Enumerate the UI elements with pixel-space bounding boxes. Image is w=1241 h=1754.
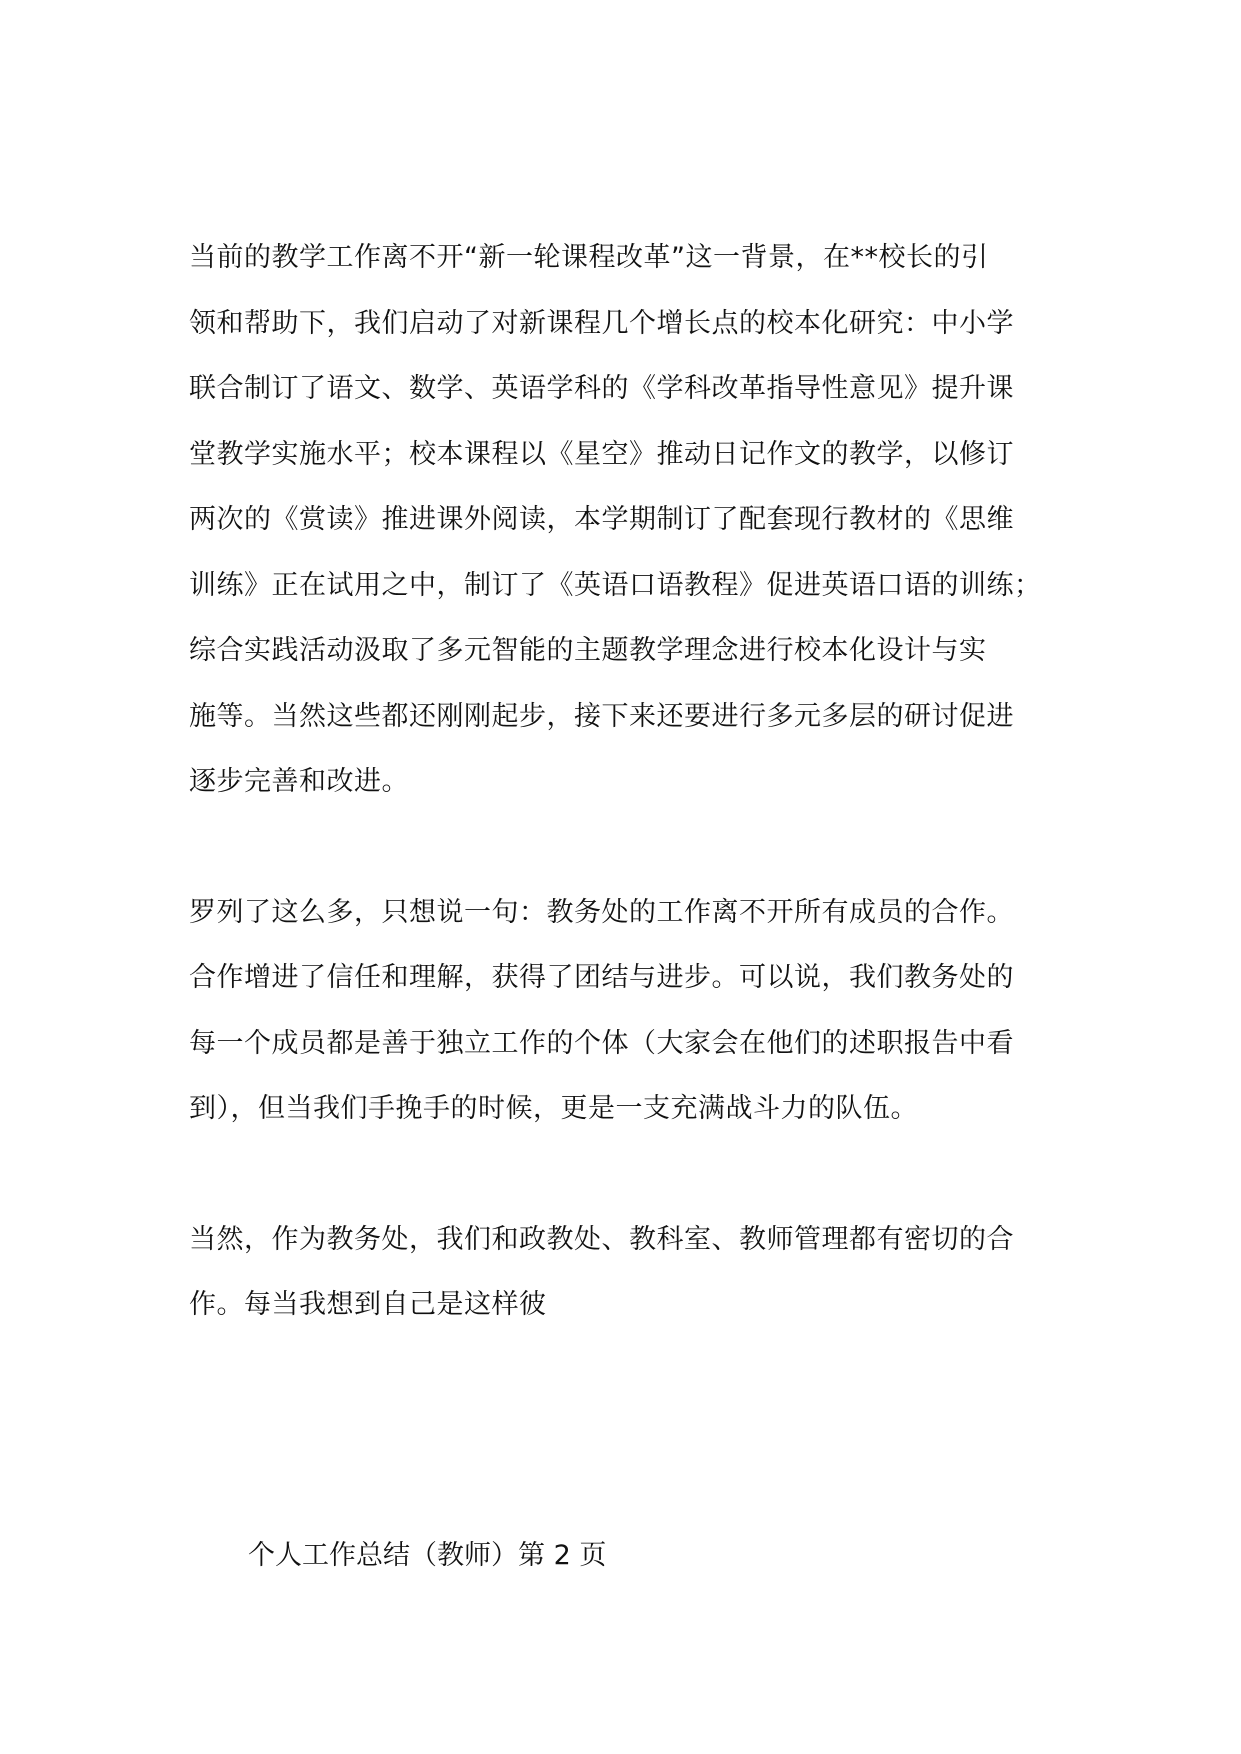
paragraph-spacer: [189, 1142, 1069, 1207]
page-footer: 个人工作总结（教师）第 2 页: [248, 1540, 607, 1571]
text-line: 当然，作为教务处，我们和政教处、教科室、教师管理都有密切的合: [189, 1223, 1014, 1255]
text-line: 联合制订了语文、数学、英语学科的《学科改革指导性意见》提升课: [189, 373, 1014, 404]
text-line: 施等。当然这些都还刚刚起步，接下来还要进行多元多层的研讨促进: [189, 700, 1014, 732]
paragraph-1: [189, 225, 1069, 815]
text-line: 合作增进了信任和理解，获得了团结与进步。可以说，我们教务处的: [189, 962, 1014, 993]
text-line: 作。每当我想到自己是这样彼: [189, 1289, 547, 1320]
paragraph-spacer: [189, 815, 1069, 880]
text-line: 领和帮助下，我们启动了对新课程几个增长点的校本化研究：中小学: [189, 307, 1014, 339]
text-line: 训练》正在试用之中，制订了《英语口语教程》促进英语口语的训练；: [189, 569, 1042, 601]
text-line: 综合实践活动汲取了多元智能的主题教学理念进行校本化设计与实: [189, 635, 987, 666]
text-line: 当前的教学工作离不开“新一轮课程改革”这一背景，在**校长的引: [189, 242, 989, 273]
document-body: [189, 225, 1069, 1338]
text-line: 每一个成员都是善于独立工作的个体（大家会在他们的述职报告中看: [189, 1027, 1014, 1059]
text-line: 逐步完善和改进。: [189, 766, 409, 797]
text-line: 罗列了这么多，只想说一句：教务处的工作离不开所有成员的合作。: [189, 896, 1014, 928]
paragraph-2: [189, 880, 1069, 1142]
paragraph-3: [189, 1207, 1069, 1338]
text-line: 两次的《赏读》推进课外阅读，本学期制订了配套现行教材的《思维: [189, 504, 1014, 535]
text-line: 到），但当我们手挽手的时候，更是一支充满战斗力的队伍。: [189, 1093, 918, 1124]
text-line: 堂教学实施水平；校本课程以《星空》推动日记作文的教学，以修订: [189, 438, 1014, 470]
